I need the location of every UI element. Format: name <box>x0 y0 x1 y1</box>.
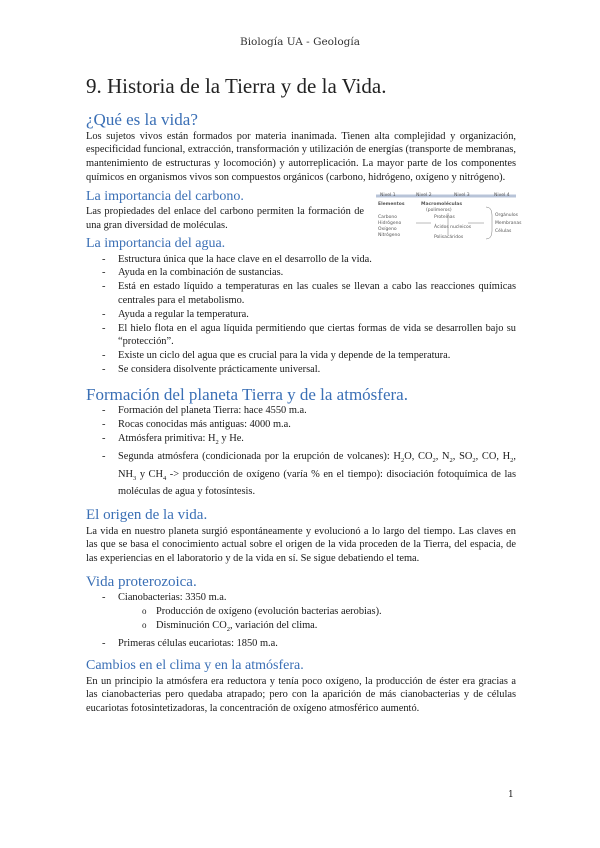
heading-vida-proterozoica: Vida proterozoica. <box>86 573 197 590</box>
sublist-proterozoica <box>86 605 516 637</box>
section-agua <box>86 236 516 376</box>
section-origen <box>86 507 516 566</box>
list-item: - Existe un ciclo del agua que es crucial para la vida y depende de la temperatura. <box>86 349 516 363</box>
list-item: - Cianobacterias: 3350 m.a. <box>86 591 516 605</box>
section-carbono <box>86 188 522 240</box>
paragraph-cambios-clima: En un principio la atmósfera era reductora y tenía poco oxígeno, la producción de éster era gracias a las cianobacterias pero quedaba atrapado; pero con la aparición de más cianobacterias y de células eucariotas fotosintetizadoras, la concentración de oxígeno atmosférico aumentó. <box>86 675 516 715</box>
list-item: - Atmósfera primitiva: $H_2$ y He. <box>86 432 516 450</box>
diagram-row-4: Nitrógeno <box>378 232 401 238</box>
list-item: - Ayuda a regular la temperatura. <box>86 308 516 322</box>
diagram-row-1: Carbono <box>378 214 397 220</box>
list-item: o Producción de oxígeno (evolución bacterias aerobias). <box>86 605 516 619</box>
section-clima <box>86 658 516 715</box>
list-item: - Formación del planeta Tierra: hace 4550 m.a. <box>86 404 516 418</box>
heading-origen-vida: El origen de la vida. <box>86 507 208 524</box>
diagram-col-3: Nivel 3 <box>454 192 470 198</box>
heading-importancia-carbono: La importancia del carbono. <box>86 188 244 204</box>
diagram-right-1: Orgánulos <box>495 212 518 218</box>
section-formacion <box>86 385 516 500</box>
diagram-col-2: Nivel 2 <box>416 192 432 198</box>
list-item: - Rocas conocidas más antiguas: 4000 m.a. <box>86 418 516 432</box>
list-item: - Estructura única que la hace clave en el desarrollo de la vida. <box>86 253 516 267</box>
paragraph-que-es-la-vida: Los sujetos vivos están formados por materia inanimada. Tienen alta complejidad y organización, especificidad funcional, extracción, transformación y utilización de energías (transporte de membranas, mantenimiento de estructuras y locomoción) y autorreplicación. La mayor parte de los componentes químicos en organismos vivos son compuestos orgánicos (carbono, hidrógeno, oxígeno y nitrógeno). <box>86 130 516 183</box>
list-item: - Se considera disolvente prácticamente universal. <box>86 363 516 377</box>
heading-que-es-la-vida: ¿Qué es la vida? <box>86 110 198 129</box>
carbon-hierarchy-diagram <box>376 191 522 249</box>
document-body <box>86 110 522 716</box>
page-header: Biología UA - Geología <box>239 36 361 48</box>
heading-formacion-planeta: Formación del planeta Tierra y de la atmósfera. <box>86 384 408 404</box>
list-formacion <box>86 404 516 499</box>
diagram-polimeros: (polímeros) <box>426 207 452 213</box>
list-proterozoica <box>86 591 516 605</box>
list-item: - Primeras células eucariotas: 1850 m.a. <box>86 637 516 651</box>
heading-cambios-clima: Cambios en el clima y en la atmósfera. <box>86 658 304 674</box>
list-item: - El hielo flota en el agua líquida permitiendo que ciertas formas de vida se desarrollen bajo su “protección”. <box>86 322 516 350</box>
diagram-row-2: Hidrógeno <box>378 220 402 226</box>
page-title: 9. Historia de la Tierra y de la Vida. <box>86 74 387 98</box>
diagram-right-3: Células <box>495 228 512 234</box>
section-proterozoica <box>86 574 516 651</box>
list-item: - Segunda atmósfera (condicionada por la erupción de volcanes): $H_2O$, $CO_2$, $N_2$, $SO_2$, CO, $H_2$, $NH_3$ y $CH_4$ -> producción de oxígeno (varía % en el tiempo): disociación fotoquímica de las moléculas de agua y fotosíntesis. <box>86 450 516 500</box>
diagram-macromoleculas: Macromoléculas <box>421 201 462 207</box>
list-proterozoica-2 <box>86 637 516 651</box>
diagram-col-1: Nivel 1 <box>380 192 396 198</box>
diagram-right-2: Membranas <box>495 220 522 226</box>
diagram-mid-3: Polisacáridos <box>434 234 464 240</box>
diagram-mid-2: Ácidos nucleicos <box>434 224 472 230</box>
list-item: - Ayuda en la combinación de sustancias. <box>86 266 516 280</box>
paragraph-origen-vida: La vida en nuestro planeta surgió espontáneamente y evolucionó a lo largo del tiempo. Las claves en las que se basa el conocimiento actual sobre el origen de la vida proceden de la Tierra, del espacia, de las experiencias en el laboratorio y de la vida en sí. Se sigue debatiendo el tema. <box>86 525 516 565</box>
list-item: - Está en estado líquido a temperaturas en las cuales se llevan a cabo las reacciones químicas centrales para el metabolismo. <box>86 280 516 308</box>
list-item: o Disminución $CO_2$, variación del clima. <box>86 619 516 637</box>
heading-importancia-agua: La importancia del agua. <box>86 236 226 252</box>
diagram-col-4: Nivel 4 <box>494 192 510 198</box>
paragraph-importancia-carbono: Las propiedades del enlace del carbono permiten la formación de una gran diversidad de moléculas. <box>86 205 364 231</box>
diagram-mid-1: Proteínas <box>434 214 455 220</box>
diagram-row-3: Oxígeno <box>378 226 397 232</box>
diagram-lines <box>376 191 516 249</box>
page-number: 1 <box>508 790 514 800</box>
diagram-elementos: Elementos <box>378 201 405 207</box>
list-agua <box>86 253 516 377</box>
